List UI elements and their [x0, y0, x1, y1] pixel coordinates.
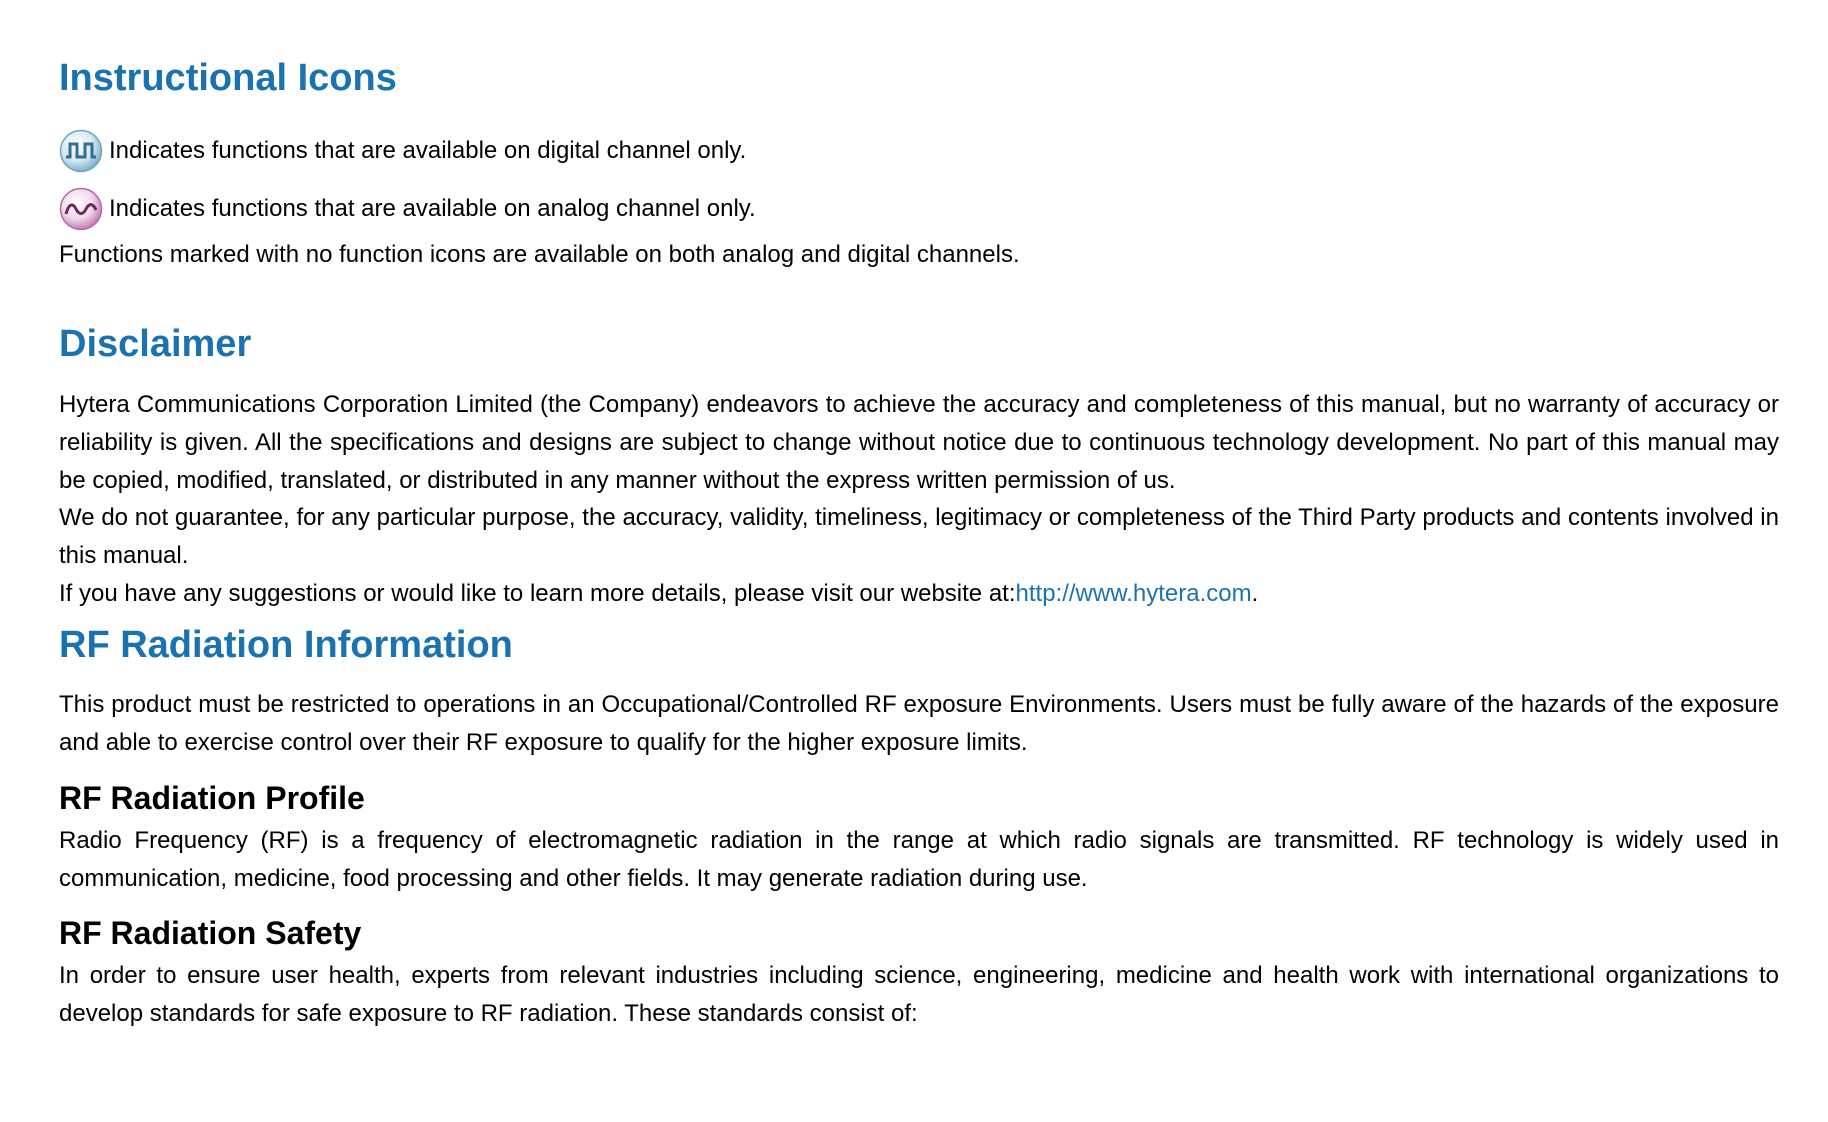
website-suffix: .	[1251, 580, 1259, 607]
digital-channel-row	[59, 129, 746, 173]
website-link[interactable]: http://www.hytera.com	[1015, 580, 1252, 607]
rf-radiation-safety-paragraph: In order to ensure user health, experts from relevant industries including science, engineering, medicine and health work with international organizations to develop standards for safe exposure to RF radiation. These standards consist of:	[59, 962, 1779, 1027]
analog-channel-icon	[59, 187, 103, 231]
rf-radiation-profile-heading: RF Radiation Profile	[59, 780, 365, 816]
disclaimer-paragraph-1: Hytera Communications Corporation Limited (the Company) endeavors to achieve the accuracy and completeness of this manual, but no warranty of accuracy or reliability is given. All the specifications and designs are subject to change without notice due to continuous technology development. No part of this manual may be copied, modified, translated, or distributed in any manner without the express written permission of us.	[59, 391, 1779, 494]
website-prompt-text: If you have any suggestions or would like to learn more details, please visit our website at:	[59, 580, 1016, 607]
rf-radiation-information-paragraph: This product must be restricted to operations in an Occupational/Controlled RF exposure Environments. Users must be fully aware of the hazards of the exposure and able to exercise control over their RF exposure to qualify for the higher exposure limits.	[59, 691, 1779, 756]
digital-channel-text: Indicates functions that are available on digital channel only.	[109, 137, 747, 164]
digital-channel-icon	[59, 129, 103, 173]
analog-channel-text: Indicates functions that are available on analog channel only.	[109, 195, 756, 222]
disclaimer-heading: Disclaimer	[59, 323, 252, 365]
instructional-icons-heading: Instructional Icons	[59, 57, 397, 99]
analog-channel-row	[59, 187, 756, 231]
rf-radiation-profile-paragraph: Radio Frequency (RF) is a frequency of electromagnetic radiation in the range at which radio signals are transmitted. RF technology is widely used in communication, medicine, food processing and other fields. It may generate radiation during use.	[59, 827, 1779, 892]
rf-radiation-information-heading: RF Radiation Information	[59, 624, 513, 666]
rf-radiation-safety-heading: RF Radiation Safety	[59, 915, 362, 951]
function-icons-note: Functions marked with no function icons are available on both analog and digital channels.	[59, 241, 1020, 268]
disclaimer-paragraph-2: We do not guarantee, for any particular purpose, the accuracy, validity, timeliness, legitimacy or completeness of the Third Party products and contents involved in this manual.	[59, 504, 1779, 569]
disclaimer-paragraph-3	[59, 575, 1779, 613]
